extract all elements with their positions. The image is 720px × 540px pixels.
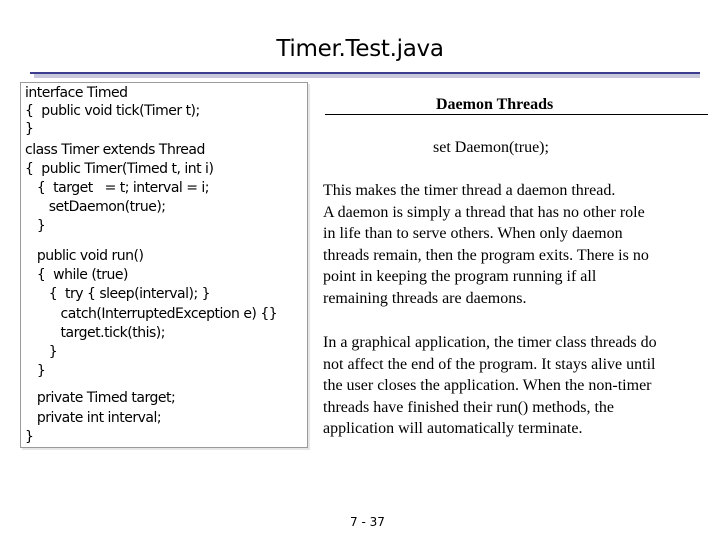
title-rule-shadow <box>34 74 700 78</box>
code-line: class Timer extends Thread <box>25 142 205 158</box>
paragraph-line: in life than to serve others. When only daemon <box>323 225 623 242</box>
paragraph-line: remaining threads are daemons. <box>323 289 527 307</box>
code-line: } <box>25 363 46 379</box>
code-line: } <box>25 121 34 137</box>
code-line: catch(InterruptedException e) {} <box>25 306 278 322</box>
title-rule <box>30 72 700 74</box>
paragraph-line: threads remain, then the program exits. There is no <box>323 246 649 264</box>
code-line: private int interval; <box>25 410 162 426</box>
code-box <box>20 82 308 448</box>
paragraph-line: point in keeping the program running if all <box>323 268 597 285</box>
paragraph-line: application will automatically terminate. <box>323 420 583 437</box>
paragraph-line: the user closes the application. When the non-timer <box>323 377 652 394</box>
method-signature: set Daemon(true); <box>433 139 549 156</box>
code-line: { try { sleep(interval); } <box>25 286 211 302</box>
code-line: private Timed target; <box>25 390 176 406</box>
code-line: setDaemon(true); <box>25 199 166 215</box>
code-line: } <box>25 218 46 234</box>
heading-underline <box>325 114 708 115</box>
page-number: 7 - 37 <box>350 515 385 529</box>
paragraph-graphical <box>323 332 708 440</box>
paragraph-daemon <box>323 180 708 309</box>
paragraph-line: A daemon is simply a thread that has no other role <box>323 203 645 221</box>
paragraph-line: This makes the timer thread a daemon thread. <box>323 182 616 199</box>
paragraph-line: In a graphical application, the timer class threads do <box>323 334 657 351</box>
slide-title: Timer.Test.java <box>276 36 444 62</box>
code-line: { public Timer(Timed t, int i) <box>25 161 214 177</box>
code-line: } <box>25 344 58 360</box>
code-line: { target = t; interval = i; <box>25 180 210 196</box>
paragraph-line: threads have finished their run() methods, the <box>323 398 615 416</box>
code-line: { public void tick(Timer t); <box>25 103 200 119</box>
code-line: interface Timed <box>25 85 128 101</box>
code-line: target.tick(this); <box>25 325 165 341</box>
section-heading: Daemon Threads <box>436 96 554 113</box>
paragraph-line: not affect the end of the program. It stays alive until <box>323 355 656 373</box>
code-line: } <box>25 429 34 445</box>
code-line: { while (true) <box>25 267 128 283</box>
code-line: public void run() <box>25 248 144 264</box>
